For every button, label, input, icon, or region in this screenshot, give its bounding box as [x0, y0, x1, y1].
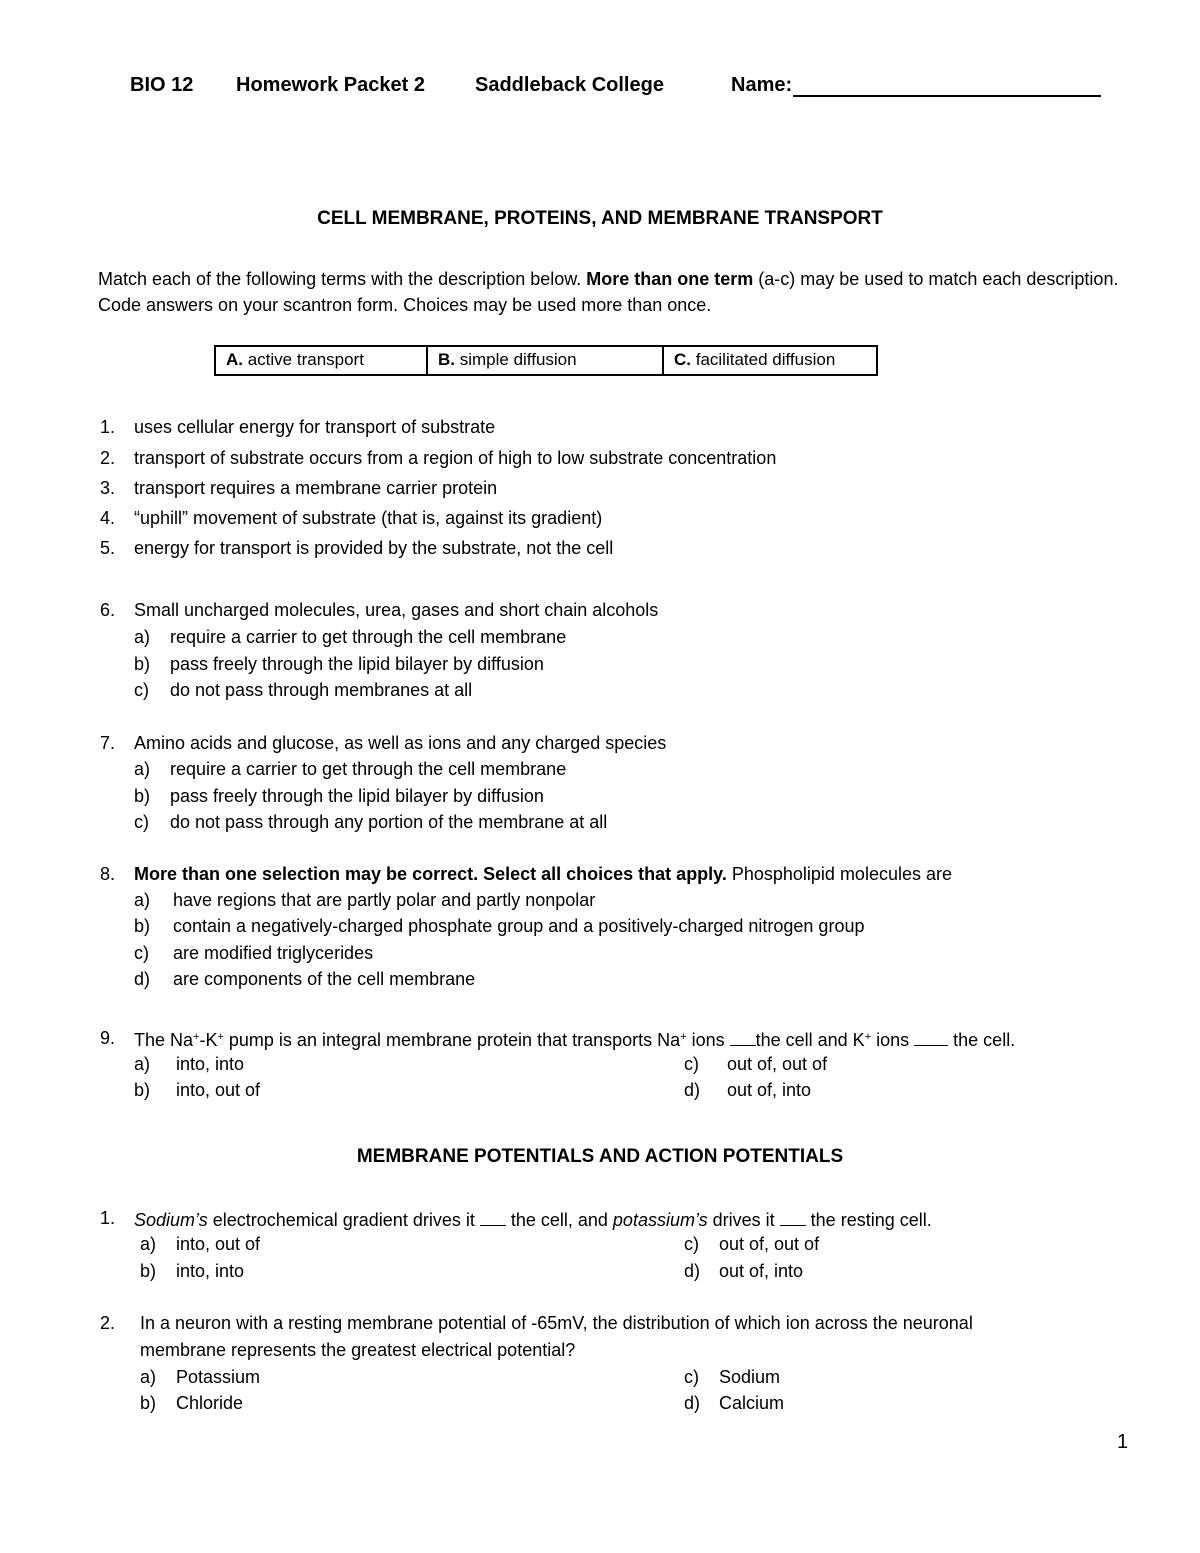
section-title-membrane-potentials: MEMBRANE POTENTIALS AND ACTION POTENTIALS [356, 1146, 844, 1167]
question-number: 7. [100, 733, 116, 753]
option-letter: d) [134, 969, 151, 989]
list-item: “uphill” movement of substrate (that is, against its gradient) [134, 508, 603, 528]
item-number: 2. [100, 448, 116, 468]
option-text: pass freely through the lipid bilayer by diffusion [170, 654, 544, 674]
page-number: 1 [1117, 1431, 1129, 1453]
option-letter: c) [134, 943, 149, 963]
packet-label: Homework Packet 2 [236, 74, 425, 96]
question-number: 2. [100, 1313, 116, 1333]
question-number: 9. [100, 1028, 116, 1048]
option-letter: b) [140, 1261, 157, 1281]
option-text: pass freely through the lipid bilayer by diffusion [170, 786, 544, 806]
option-letter: d) [684, 1393, 701, 1413]
option-letter: d) [684, 1261, 701, 1281]
option-text: Sodium [719, 1367, 781, 1387]
choices-table [214, 345, 878, 376]
option-text: require a carrier to get through the cell membrane [170, 627, 567, 647]
question-stem: The Na+-K+ pump is an integral membrane protein that transports Na+ ions the cell and K+ ions the cell. [134, 1030, 1016, 1050]
list-item: transport of substrate occurs from a region of high to low substrate concentration [134, 448, 777, 468]
option-letter: b) [140, 1393, 157, 1413]
option-letter: c) [134, 812, 149, 832]
option-text: Calcium [719, 1393, 785, 1413]
section-title-membrane-transport: CELL MEMBRANE, PROTEINS, AND MEMBRANE TRANSPORT [317, 208, 883, 229]
instructions: Match each of the following terms with the description below. More than one term (a-c) may be used to match each description. Code answers on your scantron form. Choices may be used more than once. [98, 269, 1119, 315]
option-text: out of, out of [727, 1054, 828, 1074]
option-text: Chloride [176, 1393, 244, 1413]
option-text: into, out of [176, 1080, 261, 1100]
option-letter: b) [134, 654, 151, 674]
name-label: Name: [731, 74, 793, 96]
option-letter: b) [134, 1080, 151, 1100]
option-text: are components of the cell membrane [173, 969, 476, 989]
option-letter: a) [134, 759, 151, 779]
option-text: into, into [176, 1054, 245, 1074]
question-stem: In a neuron with a resting membrane potential of -65mV, the distribution of which ion across the neuronal [140, 1313, 973, 1333]
option-letter: d) [684, 1080, 701, 1100]
list-item: energy for transport is provided by the substrate, not the cell [134, 538, 614, 558]
option-letter: a) [134, 890, 151, 910]
option-letter: c) [684, 1054, 699, 1074]
option-text: are modified triglycerides [173, 943, 374, 963]
answer-blank [730, 1029, 756, 1046]
option-letter: c) [684, 1367, 699, 1387]
question-number: 1. [100, 1208, 116, 1228]
option-text: do not pass through any portion of the membrane at all [170, 812, 608, 832]
answer-blank [914, 1029, 948, 1046]
option-letter: a) [134, 1054, 151, 1074]
item-number: 1. [100, 417, 116, 437]
option-text: do not pass through membranes at all [170, 680, 473, 700]
option-letter: c) [134, 680, 149, 700]
option-text: into, out of [176, 1234, 261, 1254]
list-item: transport requires a membrane carrier protein [134, 478, 498, 498]
item-number: 3. [100, 478, 116, 498]
question-stem: Amino acids and glucose, as well as ions and any charged species [134, 733, 667, 753]
option-text: have regions that are partly polar and partly nonpolar [173, 890, 596, 910]
question-stem: More than one selection may be correct. Select all choices that apply. Phospholipid molecules are [134, 864, 952, 884]
option-letter: c) [684, 1234, 699, 1254]
college-label: Saddleback College [475, 74, 664, 96]
option-text: out of, into [719, 1261, 804, 1281]
option-letter: a) [140, 1234, 157, 1254]
list-item: uses cellular energy for transport of substrate [134, 417, 496, 437]
answer-blank [480, 1209, 506, 1226]
option-text: require a carrier to get through the cell membrane [170, 759, 567, 779]
item-number: 5. [100, 538, 116, 558]
option-text: into, into [176, 1261, 245, 1281]
option-letter: a) [134, 627, 151, 647]
question-stem: Small uncharged molecules, urea, gases and short chain alcohols [134, 600, 659, 620]
question-stem-line2: membrane represents the greatest electrical potential? [140, 1340, 576, 1360]
question-number: 6. [100, 600, 116, 620]
item-number: 4. [100, 508, 116, 528]
option-text: Potassium [176, 1367, 261, 1387]
option-text: contain a negatively-charged phosphate group and a positively-charged nitrogen group [173, 916, 865, 936]
option-letter: b) [134, 786, 151, 806]
answer-blank [780, 1209, 806, 1226]
option-letter: a) [140, 1367, 157, 1387]
choice-c-cell: C. facilitated diffusion [663, 346, 877, 375]
option-text: out of, into [727, 1080, 812, 1100]
question-stem: Sodium’s electrochemical gradient drives it the cell, and potassium’s drives it the resting cell. [134, 1210, 932, 1230]
question-number: 8. [100, 864, 116, 884]
option-letter: b) [134, 916, 151, 936]
choice-b-cell: B. simple diffusion [427, 346, 663, 375]
course-label: BIO 12 [130, 74, 194, 96]
name-field-line[interactable] [793, 95, 1101, 97]
option-text: out of, out of [719, 1234, 820, 1254]
choice-a-cell: A. active transport [215, 346, 427, 375]
